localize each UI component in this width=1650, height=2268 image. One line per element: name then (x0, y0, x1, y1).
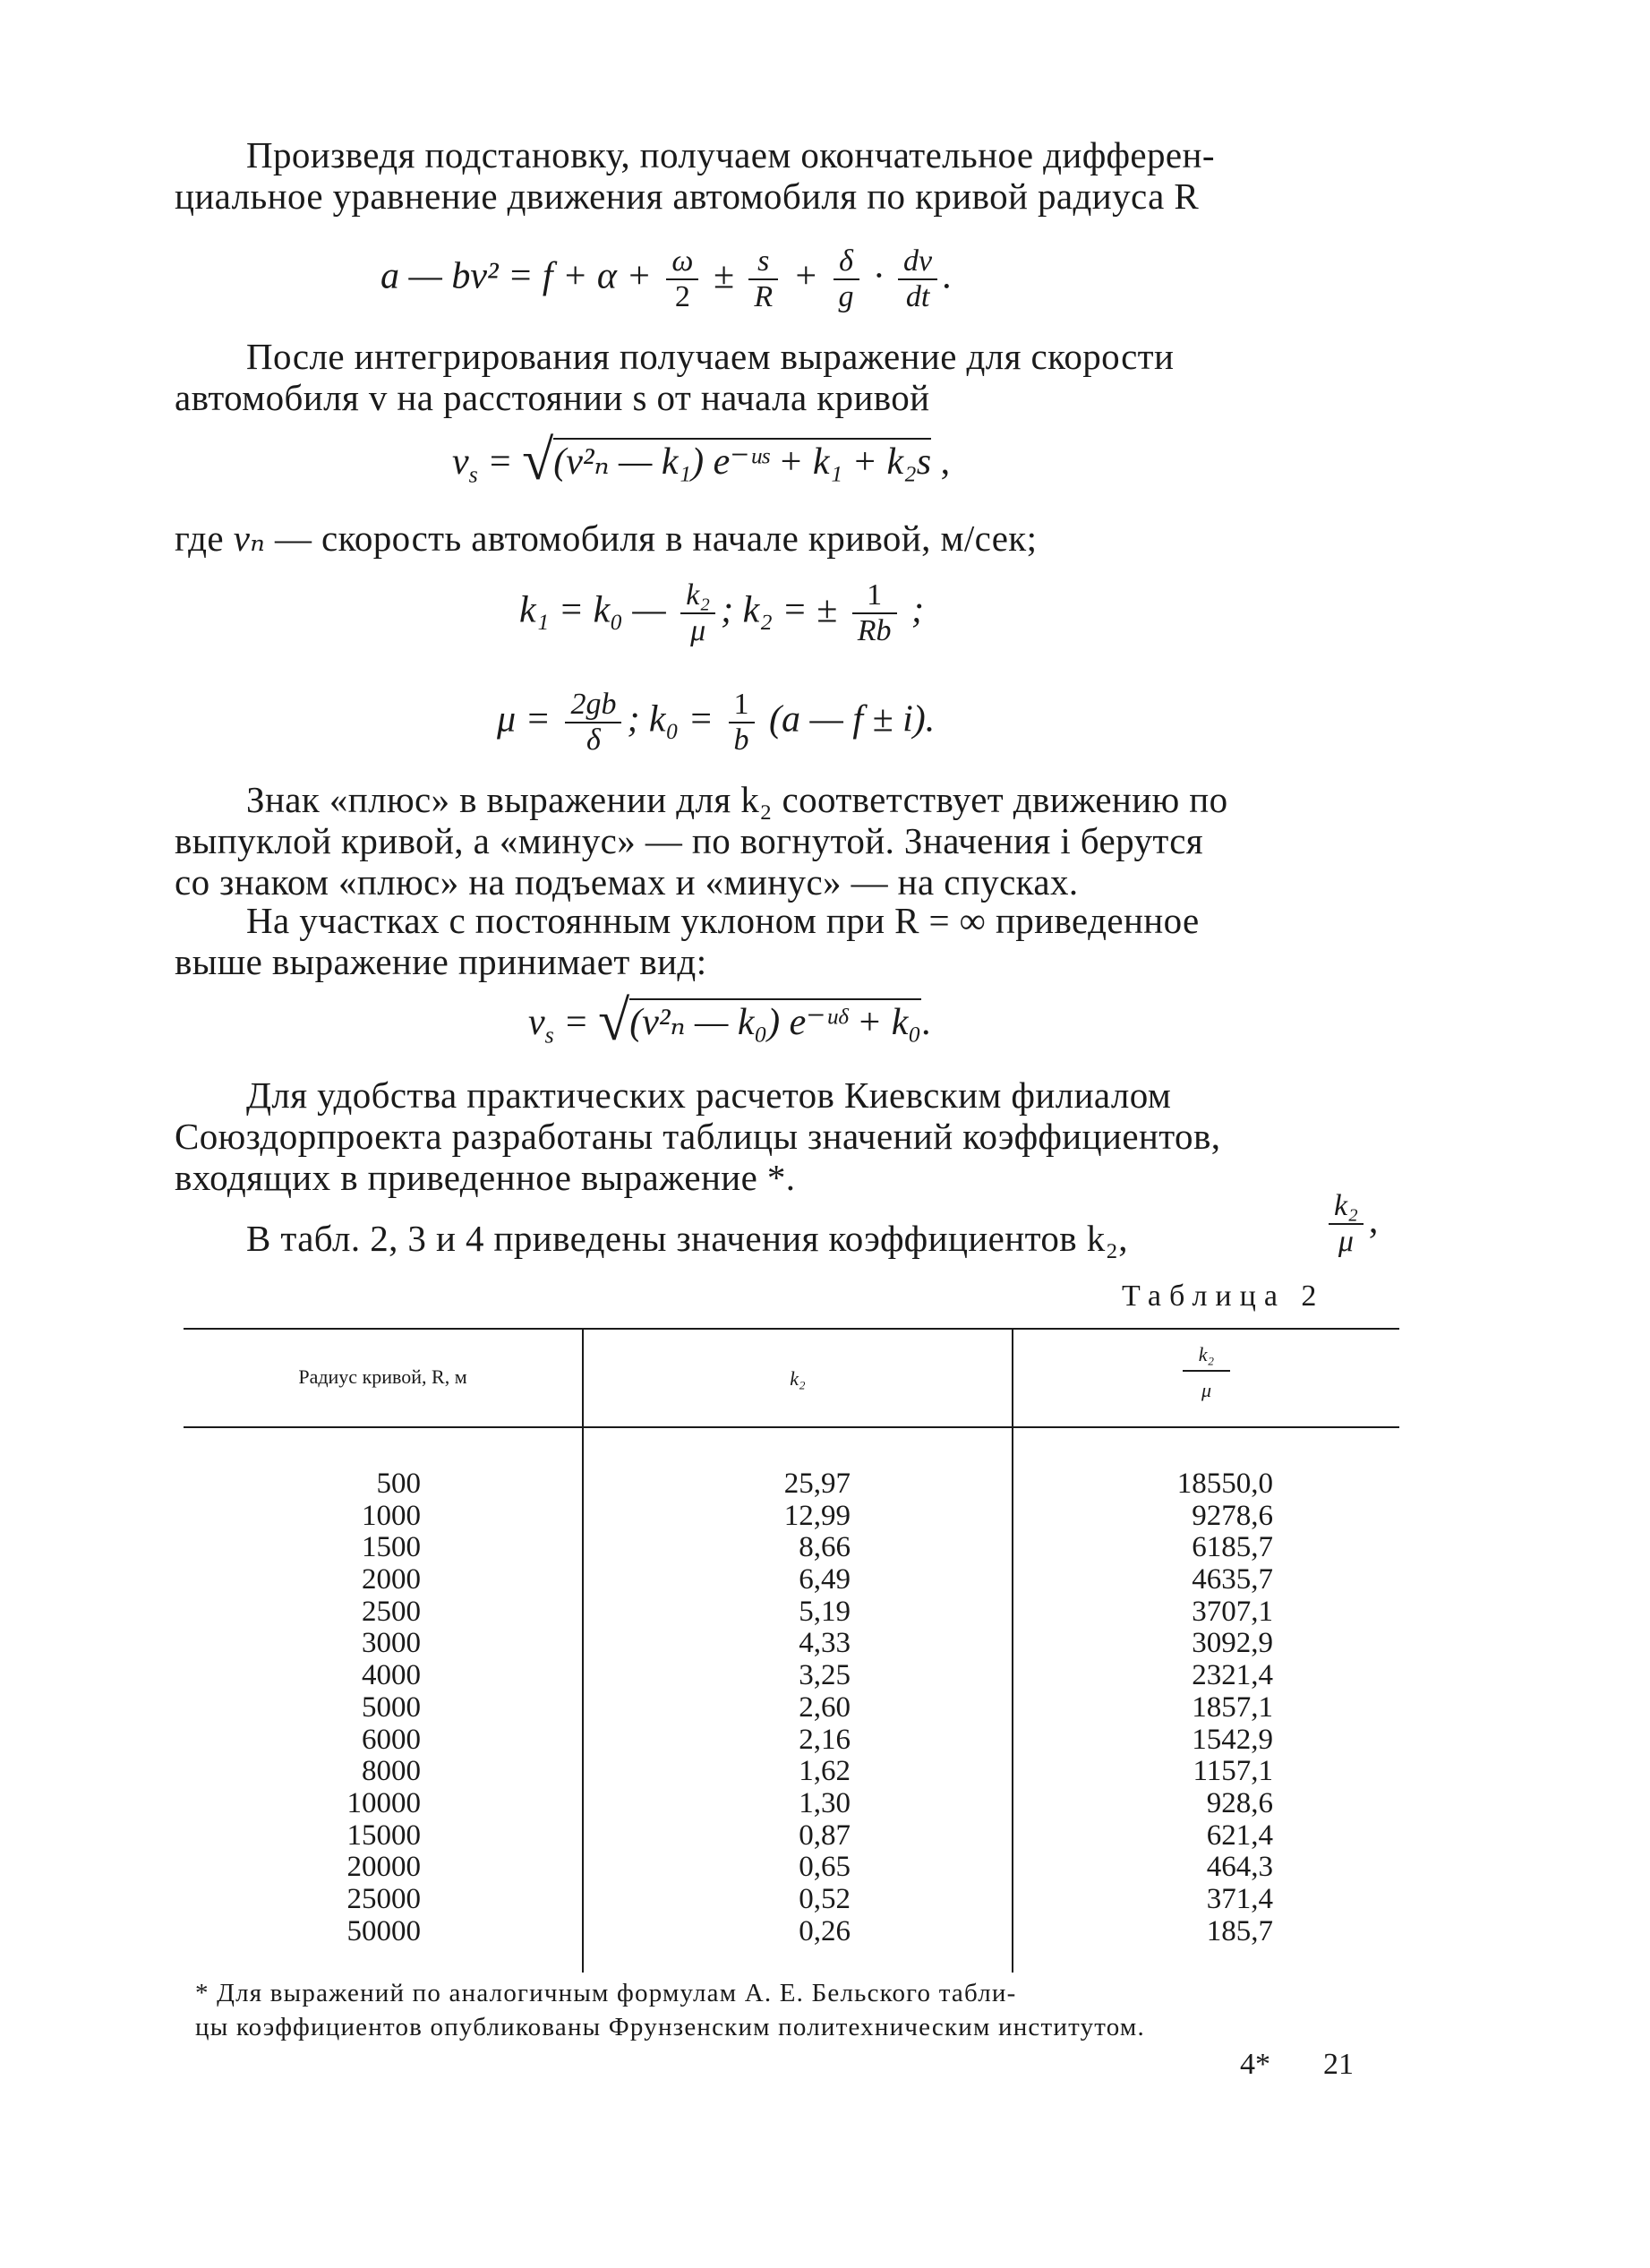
table-cell: 25,97 (783, 1468, 851, 1500)
equation-text: , (1368, 1200, 1379, 1242)
k-coefficients-equation (519, 580, 924, 646)
table-cell: 4000 (362, 1659, 421, 1692)
table-cell: 2500 (362, 1595, 421, 1628)
equation-text: v (528, 1002, 545, 1043)
fraction-numerator: 1 (852, 580, 897, 614)
constant-grade-equation (528, 989, 931, 1052)
paragraph-substitution (175, 134, 1388, 217)
table-cell: 1542,9 (1192, 1723, 1273, 1756)
fraction (898, 246, 937, 312)
table-cell: 4,33 (799, 1627, 851, 1660)
table-cell: 3092,9 (1192, 1627, 1273, 1660)
table-cell: 1,30 (799, 1786, 851, 1819)
fraction-denominator: μ (1338, 1225, 1354, 1258)
table-cell: 0,65 (799, 1851, 851, 1884)
table-cell: 1,62 (799, 1755, 851, 1788)
text-line: Произведя подстановку, получаем окончательное дифферен- (246, 134, 1215, 175)
table-cell: 2,60 (799, 1690, 851, 1724)
table-cell: 185,7 (1206, 1914, 1273, 1947)
speed-equation (452, 428, 951, 492)
table-header-k2-over-mu (1013, 1343, 1399, 1402)
text-line: В табл. 2, 3 и 4 приведены значения коэффициентов k₂, (246, 1218, 1128, 1259)
table-cell: 500 (376, 1468, 421, 1500)
table-cell: 0,87 (799, 1819, 851, 1852)
fraction (834, 246, 859, 312)
fraction (729, 689, 755, 756)
text-line: Союздорпроекта разработаны таблицы значений коэффициентов, (175, 1116, 1221, 1157)
table-cell: 18550,0 (1176, 1468, 1273, 1500)
equation-text: , (931, 441, 951, 483)
table-cell: 4635,7 (1192, 1563, 1273, 1596)
equation-text: (a — f ± i). (759, 698, 936, 740)
footnote (195, 1976, 1395, 2044)
table-cell: 1857,1 (1192, 1690, 1273, 1724)
fraction (565, 689, 621, 756)
footnote-line: * Для выражений по аналогичным формулам А. Е. Бельского табли- (195, 1979, 1017, 2007)
table-cell: 9278,6 (1192, 1499, 1273, 1532)
table-cell: 2321,4 (1192, 1659, 1273, 1692)
text-line (175, 518, 1388, 559)
table-cell: 0,26 (799, 1914, 851, 1947)
equation-radicand: (v²ₙ — k₁) e⁻ᵘˢ + k₁ + k₂s (553, 438, 931, 481)
fraction (852, 580, 897, 646)
fraction-numerator: 2gb (565, 689, 621, 723)
fraction-denominator: Rb (857, 614, 892, 647)
equation-text: ; k₂ = ± (721, 589, 847, 631)
equation-text: a — bv² = f + α + (380, 255, 662, 297)
table-cell: 5000 (362, 1690, 421, 1724)
table-header-radius: Радиус кривой, R, м (298, 1365, 467, 1388)
sqrt-sign: √ (598, 989, 630, 1052)
paragraph-sign-rules (175, 779, 1388, 903)
differential-equation (380, 246, 953, 312)
table-header-k2: k₂ (790, 1367, 806, 1390)
table-cell: 3,25 (799, 1659, 851, 1692)
fraction-numerator: dv (898, 246, 937, 280)
equation-text: ; (902, 589, 925, 631)
equation-text: k₁ = k₀ — (519, 589, 676, 631)
fraction-numerator: ω (666, 246, 698, 280)
fraction-denominator: dt (905, 280, 930, 313)
text-fragment: где (175, 518, 225, 559)
fraction-denominator: g (838, 280, 854, 313)
table-cell: 621,4 (1206, 1819, 1273, 1852)
table-cell: 20000 (346, 1851, 421, 1884)
footnote-line: цы коэффициентов опубликованы Фрунзенским политехническим институтом. (195, 2013, 1145, 2041)
paragraph-integration (175, 336, 1388, 418)
page-number: 21 (1323, 2048, 1354, 2081)
table-cell: 25000 (346, 1882, 421, 1915)
text-line: После интегрирования получаем выражение для скорости (246, 336, 1175, 377)
table-column-divider (1012, 1328, 1013, 1973)
fraction-denominator: 2 (674, 280, 690, 313)
text-line: автомобиля v на расстоянии s от начала кривой (175, 377, 930, 418)
fraction-denominator: μ (690, 614, 706, 647)
table-column-radius (269, 1468, 421, 1947)
table-cell: 8000 (362, 1755, 421, 1788)
table-cell: 50000 (346, 1914, 421, 1947)
table-cell: 2000 (362, 1563, 421, 1596)
equation-text: = (477, 441, 523, 483)
text-line: выпуклой кривой, а «минус» — по вогнутой. Значения i берутся (175, 820, 1204, 861)
table-column-divider (582, 1328, 584, 1973)
table-cell: 371,4 (1206, 1882, 1273, 1915)
equation-radicand: (v²ₙ — k₀) e⁻ᵘᵟ + k₀ (629, 998, 921, 1041)
equation-text: · (864, 255, 893, 297)
table-cell: 2,16 (799, 1723, 851, 1756)
table-caption: Таблица 2 (1122, 1279, 1325, 1313)
table-cell: 3707,1 (1192, 1595, 1273, 1628)
table-cell: 3000 (362, 1627, 421, 1660)
table-cell: 15000 (346, 1819, 421, 1852)
table-cell: 6000 (362, 1723, 421, 1756)
fraction-numerator: k₂ (1329, 1191, 1364, 1225)
equation-text: . (943, 255, 953, 297)
equation-subscript: s (468, 461, 478, 488)
equation-text: + (783, 255, 828, 297)
text-fragment: — скорость автомобиля в начале кривой, м/сек; (265, 518, 1038, 559)
equation-text: = (553, 1002, 599, 1043)
fraction-denominator: δ (586, 723, 601, 757)
table-cell: 6,49 (799, 1563, 851, 1596)
table-cell: 1157,1 (1193, 1755, 1273, 1788)
mu-k0-equation (497, 689, 935, 756)
equation-text: ; k₀ = (627, 698, 723, 740)
text-line: циальное уравнение движения автомобиля по кривой радиуса R (175, 175, 1200, 217)
paragraph-definition (175, 518, 1388, 559)
fraction (666, 246, 698, 312)
fraction-numerator: k₂ (1183, 1343, 1230, 1372)
sqrt-sign: √ (522, 428, 554, 492)
fraction-denominator: μ (1201, 1379, 1212, 1401)
text-line: Для удобства практических расчетов Киевским филиалом (246, 1074, 1172, 1116)
table-top-rule (184, 1328, 1399, 1330)
text-line: выше выражение принимает вид: (175, 941, 707, 982)
table-cell: 464,3 (1206, 1851, 1273, 1884)
fraction (1183, 1343, 1230, 1402)
paragraph-constant-grade (175, 900, 1388, 982)
paragraph-table-intro (175, 1218, 1128, 1259)
table-header-rule (184, 1426, 1399, 1428)
equation-text: ± (704, 255, 744, 297)
fraction-numerator: k₂ (680, 580, 715, 614)
fraction-denominator: R (754, 280, 774, 313)
signature-mark: 4* (1240, 2048, 1270, 2081)
paragraph-tables-note (175, 1074, 1388, 1198)
fraction-numerator: 1 (729, 689, 755, 723)
equation-subscript: s (544, 1022, 554, 1048)
fraction (1329, 1191, 1364, 1257)
fraction-numerator: s (748, 246, 778, 280)
table-cell: 1500 (362, 1531, 421, 1564)
table-cell: 8,66 (799, 1531, 851, 1564)
fraction (748, 246, 778, 312)
text-line: Знак «плюс» в выражении для k₂ соответствует движению по (246, 779, 1228, 820)
equation-text: v (452, 441, 469, 483)
table-cell: 12,99 (783, 1499, 851, 1532)
text-line: На участках с постоянным уклоном при R = ∞ приведенное (246, 900, 1200, 941)
equation-text: . (920, 1002, 931, 1043)
table-cell: 6185,7 (1192, 1531, 1273, 1564)
table-cell: 1000 (362, 1499, 421, 1532)
table-cell: 5,19 (799, 1595, 851, 1628)
table-cell: 928,6 (1206, 1786, 1273, 1819)
variable: vₙ (233, 518, 266, 559)
equation-text: μ = (497, 698, 560, 740)
table-column-k2-over-mu (1119, 1468, 1273, 1947)
fraction-denominator: b (733, 723, 749, 757)
fraction (680, 580, 715, 646)
text-line: входящих в приведенное выражение *. (175, 1157, 796, 1198)
k2-over-mu-fraction (1323, 1191, 1378, 1257)
fraction-numerator: δ (834, 246, 859, 280)
text-line: со знаком «плюс» на подъемах и «минус» — на спусках. (175, 861, 1079, 903)
table-column-k2 (716, 1468, 851, 1947)
table-cell: 0,52 (799, 1882, 851, 1915)
table-cell: 10000 (346, 1786, 421, 1819)
